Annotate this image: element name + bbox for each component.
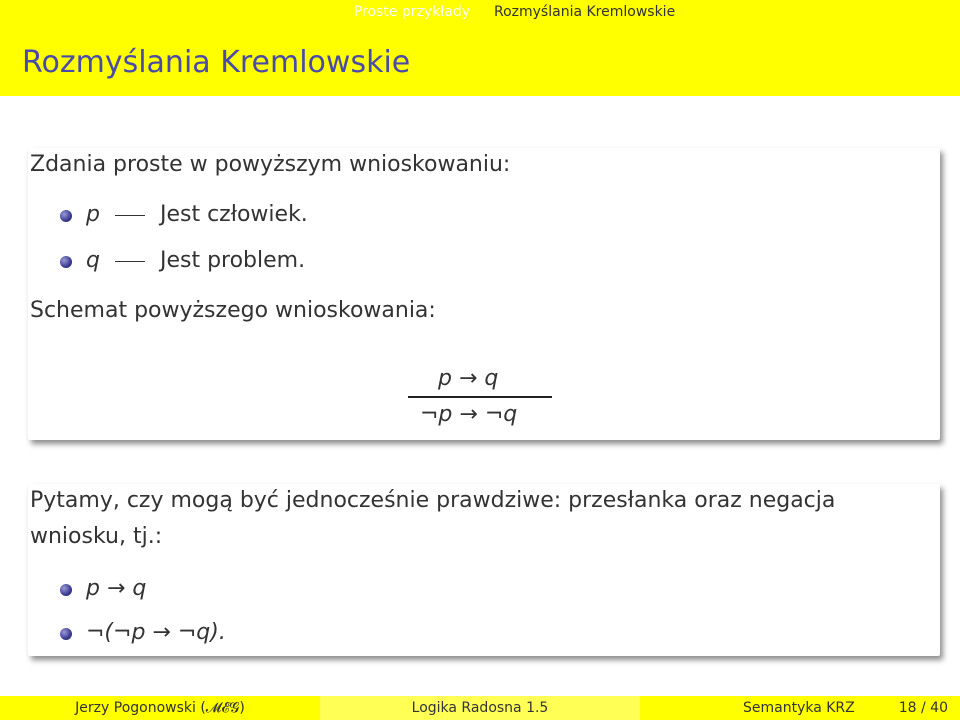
footer-course	[320, 696, 640, 720]
footer-topic	[640, 696, 960, 720]
nav-section-link[interactable]: Proste przykłady	[353, 4, 470, 20]
bullet-icon	[60, 628, 72, 640]
footer-bar	[0, 696, 960, 720]
variable-q: q	[86, 248, 100, 273]
intro-text: Zdania proste w powyższym wnioskowaniu:	[30, 152, 511, 177]
bullet-icon	[60, 256, 72, 268]
author-text: Jerzy Pogonowski (𝓜𝓔𝓖)	[75, 700, 245, 716]
slide-title: Rozmyślania Kremlowskie	[22, 45, 411, 80]
conclusion-formula: ¬p → ¬q	[420, 402, 518, 427]
item-text: Jest problem.	[159, 248, 306, 273]
schema-intro: Schemat powyższego wnioskowania:	[30, 298, 436, 323]
nav-subsection-link[interactable]: Rozmyślania Kremlowskie	[494, 4, 676, 20]
title-bar	[0, 24, 960, 96]
topic-text: Semantyka KRZ	[742, 700, 855, 716]
formula-item: ¬(¬p → ¬q).	[86, 620, 226, 645]
list-item	[86, 202, 308, 227]
nav-section-area	[0, 0, 478, 24]
course-text: Logika Radosna 1.5	[411, 700, 549, 716]
list-item	[86, 248, 305, 273]
question-text-line2: wniosku, tj.:	[30, 524, 163, 549]
variable-p: p	[86, 202, 100, 227]
page-number: 18 / 40	[898, 700, 948, 716]
nav-subsection-area	[478, 0, 960, 24]
question-text-line1: Pytamy, czy mogą być jednocześnie prawdziwe: przesłanka oraz negacja	[30, 488, 836, 513]
premise-formula: p → q	[438, 366, 499, 391]
dash	[115, 215, 145, 216]
formula-item: p → q	[86, 576, 147, 601]
top-navigation	[0, 0, 960, 24]
inference-rule-line	[408, 396, 552, 398]
footer-author	[0, 696, 320, 720]
bullet-icon	[60, 210, 72, 222]
bullet-icon	[60, 584, 72, 596]
item-text: Jest człowiek.	[159, 202, 308, 227]
dash	[115, 261, 145, 262]
